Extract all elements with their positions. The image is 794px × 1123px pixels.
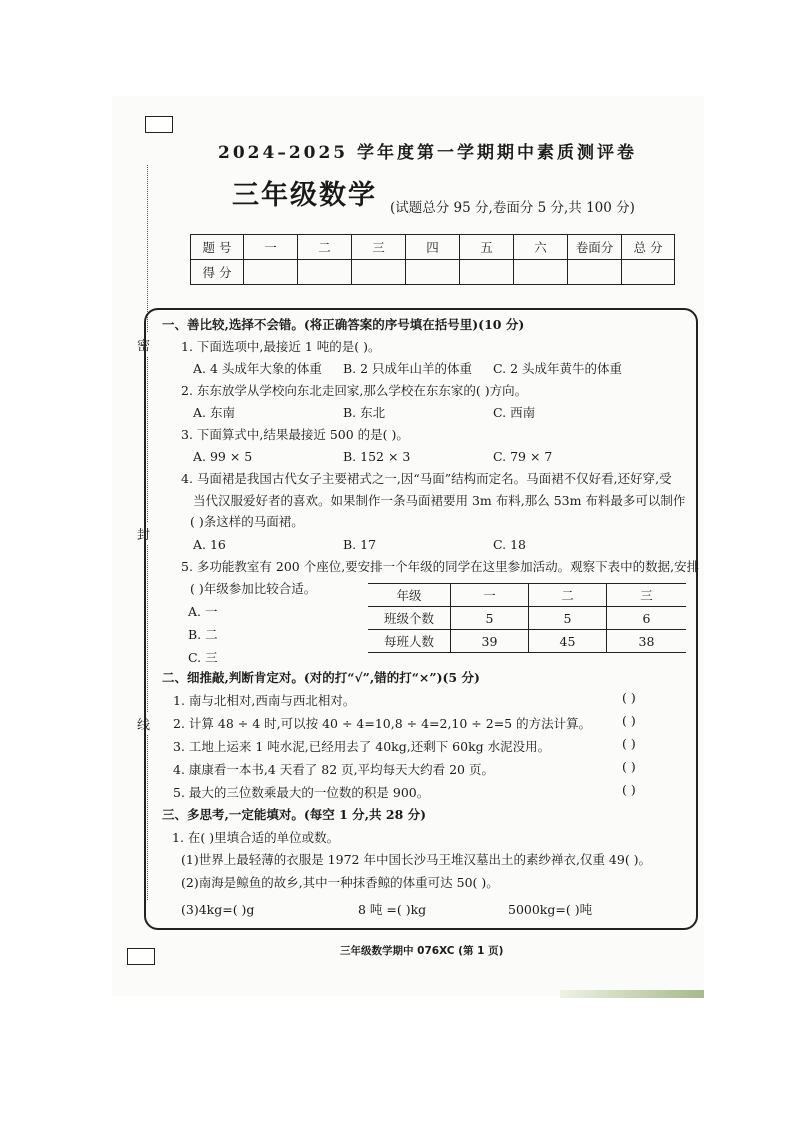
q1-option-c: C. 2 头成年黄牛的体重 [493,361,622,376]
q3-stem: 3. 下面算式中,结果最接近 500 的是( )。 [181,427,409,442]
score-col: 四 [406,235,460,260]
section3-title: 三、多思考,一定能填对。(每空 1 分,共 28 分) [162,807,427,822]
q2-option-c: C. 西南 [493,405,536,420]
margin-mark-feng: 封 [137,522,150,545]
class-table-row [368,630,686,653]
score-table-header-row [191,235,675,260]
score-col: 一 [244,235,298,260]
q4-option-c: C. 18 [493,537,526,552]
judge-item-2: 2. 计算 48 ÷ 4 时,可以按 40 ÷ 4=10,8 ÷ 4=2,10 ÷ 2=5 的方法计算。 [173,716,592,731]
class-table-cell: 6 [607,607,687,630]
subject-title: 三年级数学 [232,180,377,211]
q5-option-a: A. 一 [188,604,218,619]
s3-q1-part3a: (3)4kg=( )g [181,902,255,917]
score-table [190,234,675,285]
q1-option-b: B. 2 只成年山羊的体重 [343,361,473,376]
s3-q1-part2: (2)南海是鲸鱼的故乡,其中一种抹香鲸的体重可达 50( )。 [181,875,499,890]
class-table-cell: 38 [607,630,687,653]
class-table-row-label: 每班人数 [368,630,451,653]
margin-mark-xian: 线 [137,712,150,735]
school-year-title: 2024–2025 学年度第一学期期中素质测评卷 [218,143,638,163]
score-note: (试题总分 95 分,卷面分 5 分,共 100 分) [390,200,635,216]
class-table-header: 二 [529,584,607,607]
s3-q1-part3c: 5000kg=( )吨 [508,902,593,917]
score-cell[interactable] [298,260,352,285]
class-table-row [368,607,686,630]
s3-q1-stem: 1. 在( )里填合适的单位或数。 [172,830,340,845]
q5-option-b: B. 二 [188,627,218,642]
class-table-cell: 45 [529,630,607,653]
q3-option-c: C. 79 × 7 [493,449,553,464]
judge-answer-3[interactable]: ( ) [622,736,636,751]
score-cell[interactable] [622,260,675,285]
q4-option-a: A. 16 [193,537,226,552]
class-data-table [368,583,686,653]
q4-line3: ( )条这样的马面裙。 [190,514,304,529]
q4-line1: 4. 马面裙是我国古代女子主要裙式之一,因“马面”结构而定名。马面裙不仅好看,还好穿,受 [181,471,672,486]
s3-q1-part1: (1)世界上最轻薄的衣服是 1972 年中国长沙马王堆汉墓出土的素纱禅衣,仅重 49( )。 [181,852,652,867]
q2-option-b: B. 东北 [343,405,386,420]
score-col: 总 分 [622,235,675,260]
score-col: 三 [352,235,406,260]
q4-option-b: B. 17 [343,537,377,552]
score-cell[interactable] [352,260,406,285]
judge-item-3: 3. 工地上运来 1 吨水泥,已经用去了 40kg,还剩下 60kg 水泥没用。 [173,739,551,754]
class-table-header: 年级 [368,584,451,607]
judge-item-5: 5. 最大的三位数乘最大的一位数的积是 900。 [173,785,430,800]
class-table-header-row [368,584,686,607]
q2-option-a: A. 东南 [193,405,235,420]
q5-option-c: C. 三 [188,650,218,665]
class-table-header: 三 [607,584,687,607]
judge-answer-5[interactable]: ( ) [622,782,636,797]
score-table-score-row [191,260,675,285]
q5-line1: 5. 多功能教室有 200 个座位,要安排一个年级的同学在这里参加活动。观察下表中的数据,安排 [181,559,700,574]
score-cell[interactable] [406,260,460,285]
q3-option-b: B. 152 × 3 [343,449,411,464]
q4-line2: 当代汉服爱好者的喜欢。如果制作一条马面裙要用 3m 布料,那么 53m 布料最多可以制作 [193,493,686,508]
score-cell[interactable] [568,260,622,285]
class-table-row-label: 班级个数 [368,607,451,630]
score-table-row-label: 得 分 [191,260,244,285]
section2-title: 二、细推敲,判断肯定对。(对的打“√”,错的打“×”)(5 分) [162,670,480,685]
score-col: 六 [514,235,568,260]
margin-mark-mi: 密 [137,333,150,356]
corner-box-bottom [127,948,155,965]
q1-stem: 1. 下面选项中,最接近 1 吨的是( )。 [181,339,381,354]
q2-stem: 2. 东东放学从学校向东北走回家,那么学校在东东家的( )方向。 [181,383,528,398]
class-table-cell: 5 [529,607,607,630]
q1-option-a: A. 4 头成年大象的体重 [193,361,322,376]
class-table-cell: 5 [451,607,529,630]
q5-line2: ( )年级参加比较合适。 [190,581,317,596]
section1-title: 一、善比较,选择不会错。(将正确答案的序号填在括号里)(10 分) [162,317,525,332]
judge-answer-4[interactable]: ( ) [622,759,636,774]
judge-item-1: 1. 南与北相对,西南与西北相对。 [173,693,356,708]
corner-box-top [145,116,173,133]
score-table-row-label: 题 号 [191,235,244,260]
q3-option-a: A. 99 × 5 [193,449,253,464]
page-footer: 三年级数学期中 076XC (第 1 页) [340,945,504,957]
judge-item-4: 4. 康康看一本书,4 天看了 82 页,平均每天大约看 20 页。 [173,762,494,777]
score-cell[interactable] [244,260,298,285]
class-table-cell: 39 [451,630,529,653]
judge-answer-1[interactable]: ( ) [622,690,636,705]
score-col: 五 [460,235,514,260]
s3-q1-part3b: 8 吨 =( )kg [358,902,427,917]
judge-answer-2[interactable]: ( ) [622,713,636,728]
score-cell[interactable] [460,260,514,285]
scan-edge [560,990,704,998]
score-col: 卷面分 [568,235,622,260]
class-table-header: 一 [451,584,529,607]
score-col: 二 [298,235,352,260]
score-cell[interactable] [514,260,568,285]
